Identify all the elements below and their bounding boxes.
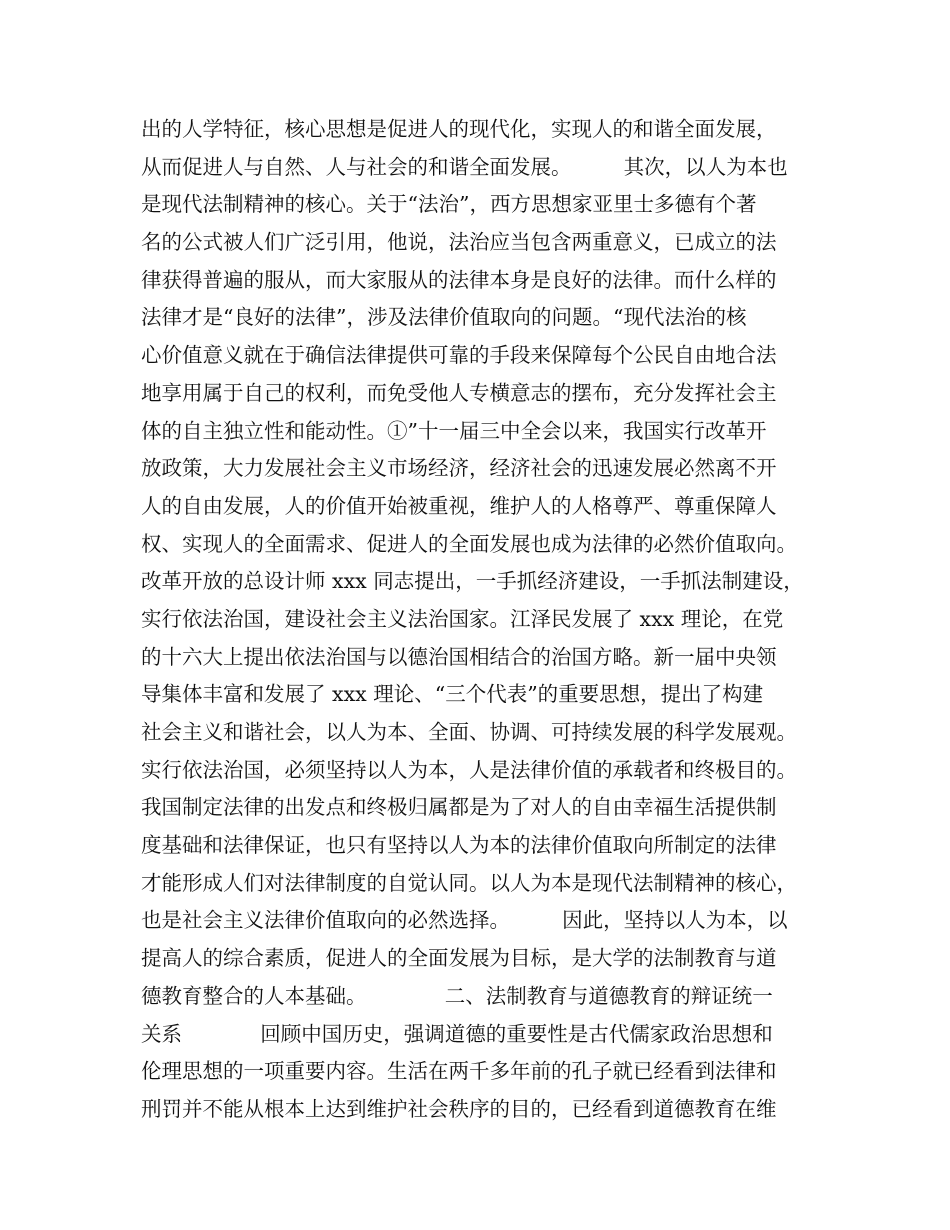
text-line: 出的人学特征，核心思想是促进人的现代化，实现人的和谐全面发展，	[141, 117, 777, 141]
text-line: 律获得普遍的服从，而大家服从的法律本身是良好的法律。而什么样的	[141, 267, 777, 292]
text-line: 实行依法治国，建设社会主义法治国家。江泽民发展了 xxx 理论，在党	[141, 606, 784, 631]
text-line: 改革开放的总设计师 xxx 同志提出，一手抓经济建设，一手抓法制建设，	[141, 569, 804, 594]
text-line: 伦理思想的一项重要内容。生活在两千多年前的孔子就已经看到法律和	[141, 1059, 777, 1084]
text-line: 也是社会主义法律价值取向的必然选择。 因此，坚持以人为本，以	[141, 908, 788, 933]
text-line: 导集体丰富和发展了 xxx 理论、“三个代表”的重要思想，提出了构建	[141, 682, 764, 707]
text-line: 德教育整合的人本基础。 二、法制教育与道德教育的辩证统一	[141, 983, 773, 1008]
text-line: 心价值意义就在于确信法律提供可靠的手段来保障每个公民自由地合法	[141, 343, 777, 368]
text-line: 体的自主独立性和能动性。①”十一届三中全会以来，我国实行改革开	[141, 418, 767, 443]
text-line: 才能形成人们对法律制度的自觉认同。以人为本是现代法制精神的核心，	[141, 870, 797, 895]
text-line: 刑罚并不能从根本上达到维护社会秩序的目的，已经看到道德教育在维	[141, 1096, 777, 1121]
text-line: 地享用属于自己的权利，而免受他人专横意志的摆布，充分发挥社会主	[141, 380, 777, 405]
text-line: 度基础和法律保证，也只有坚持以人为本的法律价值取向所制定的法律	[141, 833, 777, 858]
body-text	[141, 111, 841, 1129]
text-line: 提高人的综合素质，促进人的全面发展为目标，是大学的法制教育与道	[141, 946, 777, 971]
text-line: 放政策，大力发展社会主义市场经济，经济社会的迅速发展必然离不开	[141, 456, 777, 481]
text-line: 权、实现人的全面需求、促进人的全面发展也成为法律的必然价值取向。	[141, 531, 797, 556]
text-line: 实行依法治国，必须坚持以人为本，人是法律价值的承载者和终极目的。	[141, 757, 797, 782]
text-line: 关系 回顾中国历史，强调道德的重要性是古代儒家政治思想和	[141, 1021, 773, 1046]
text-line: 人的自由发展，人的价值开始被重视，维护人的人格尊严、尊重保障人	[141, 493, 777, 518]
text-line: 是现代法制精神的核心。关于“法治”，西方思想家亚里士多德有个著	[141, 192, 757, 217]
text-line: 名的公式被人们广泛引用，他说，法治应当包含两重意义，已成立的法	[141, 230, 777, 255]
text-line: 我国制定法律的出发点和终极归属都是为了对人的自由幸福生活提供制	[141, 795, 777, 820]
text-line: 法律才是“良好的法律”，涉及法律价值取向的问题。“现代法治的核	[141, 305, 747, 330]
text-line: 从而促进人与自然、人与社会的和谐全面发展。 其次，以人为本也	[141, 154, 788, 179]
text-line: 的十六大上提出依法治国与以德治国相结合的治国方略。新一届中央领	[141, 644, 777, 669]
text-line: 社会主义和谐社会，以人为本、全面、协调、可持续发展的科学发展观。	[141, 720, 797, 744]
